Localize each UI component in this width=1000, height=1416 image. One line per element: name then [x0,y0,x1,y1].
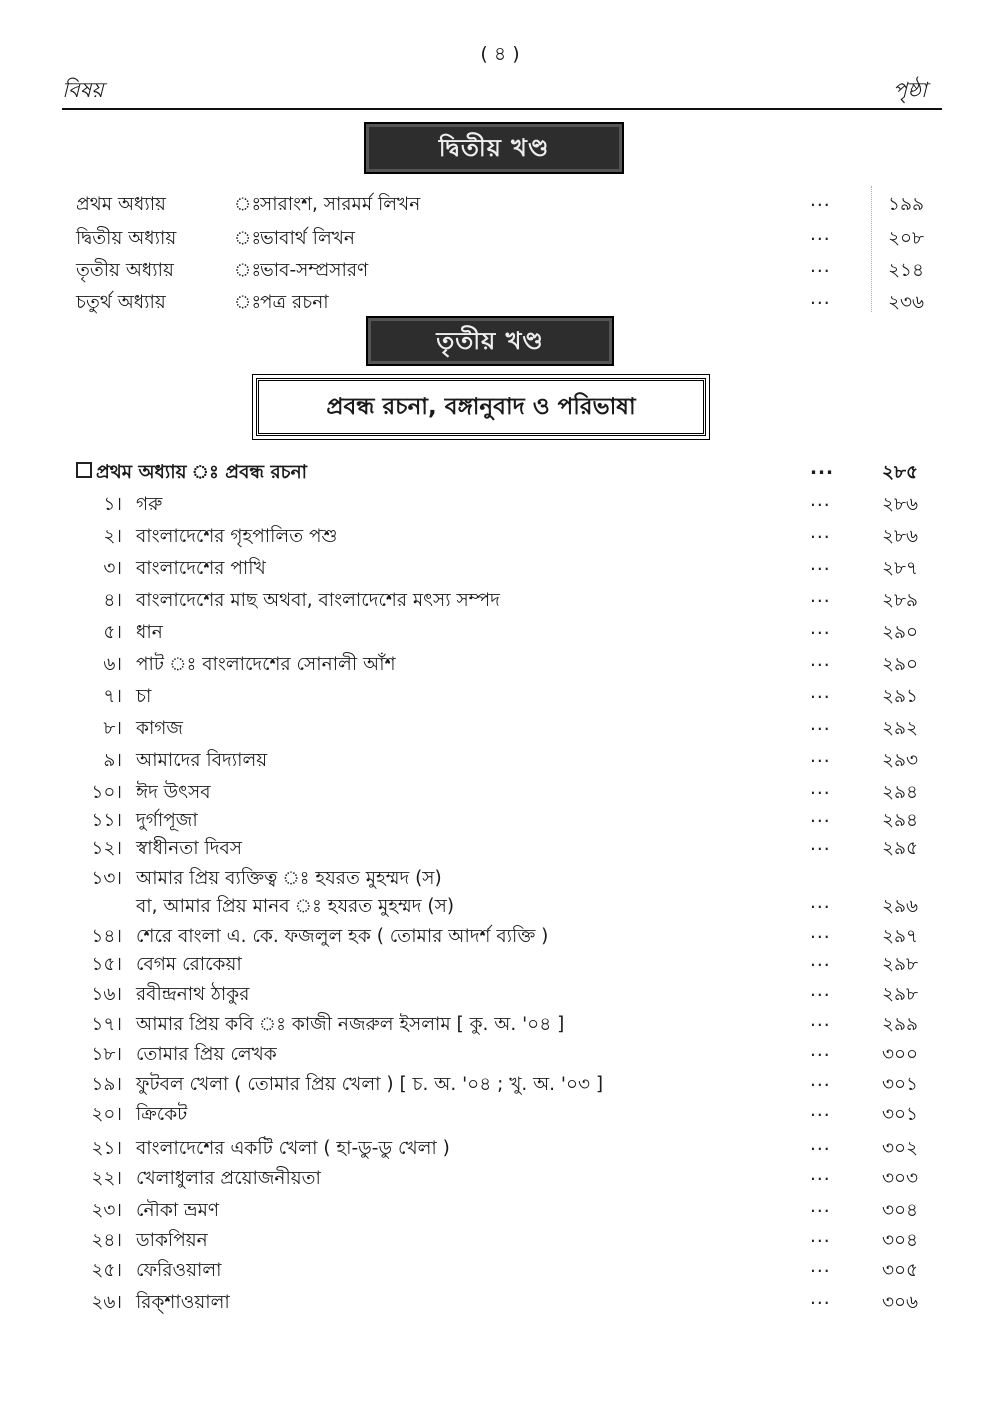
item-number: ৯। [103,750,122,771]
item-number: ১৭। [91,1014,122,1035]
toc-row[interactable] [0,618,1000,648]
item-title: আমাদের বিদ্যালয় [136,750,268,771]
page-number-cell: ২৯৪ [882,782,919,803]
page-number-cell: ২৯২ [882,718,919,739]
leader-dots: ... [810,922,831,943]
leader-dots: ... [810,1288,831,1309]
toc-row[interactable] [0,586,1000,616]
leader-dots: ... [810,950,831,971]
item-title: বাংলাদেশের মাছ অথবা, বাংলাদেশের মৎস্য সম্পদ [136,590,500,611]
item-number: ৪। [103,590,122,611]
leader-dots: ... [810,806,831,827]
chapter-heading-row[interactable] [0,458,1000,488]
item-number: ২৪। [91,1230,122,1251]
toc-row[interactable] [0,522,1000,552]
item-number: ১২। [91,838,122,859]
page-number-cell: ২১৪ [888,260,925,281]
toc-row[interactable] [0,1196,1000,1226]
toc-row[interactable] [0,490,1000,520]
toc-row[interactable] [0,650,1000,680]
leader-dots: ... [810,224,831,245]
leader-dots: ... [810,256,831,277]
toc-row[interactable] [0,864,1000,894]
item-number: ৩। [103,558,122,579]
item-title: দুর্গাপূজা [136,810,198,831]
page-number-cell: ২৯৯ [882,1014,919,1035]
header-divider [62,108,942,110]
item-title: ক্রিকেট [136,1104,188,1125]
page-number-cell: ২৯৭ [882,926,919,947]
item-title: আমার প্রিয় ব্যক্তিত্ব ঃ হযরত মুহম্মদ (স) [136,868,442,889]
header-page-label: পৃষ্ঠা [893,78,928,102]
page-number-cell: ২৯৪ [882,810,919,831]
page-number-cell: ৩০৪ [882,1230,919,1251]
page-number-cell: ২০৮ [888,228,925,249]
leader-dots: ... [810,1040,831,1061]
leader-dots: ... [810,490,831,511]
item-title: বা, আমার প্রিয় মানব ঃ হযরত মুহম্মদ (স) [136,896,455,917]
leader-dots: ... [810,682,831,703]
toc-row[interactable] [0,1134,1000,1164]
item-title: ফেরিওয়ালা [136,1260,222,1281]
item-number: ১০। [91,782,122,803]
toc-row[interactable] [0,746,1000,776]
item-title: ফুটবল খেলা ( তোমার প্রিয় খেলা ) [ চ. অ. '০৪ ; খু. অ. '০৩ ] [136,1074,604,1095]
item-number: ১৯। [91,1074,122,1095]
item-number: ২৬। [91,1292,122,1313]
item-title: বেগম রোকেয়া [136,954,242,975]
item-title: পাট ঃ বাংলাদেশের সোনালী আঁশ [136,654,396,675]
toc-row[interactable] [0,892,1000,922]
item-title: শেরে বাংলা এ. কে. ফজলুল হক ( তোমার আদর্শ ব্যক্তি ) [136,926,549,947]
leader-dots: ... [810,1164,831,1185]
page-number-cell: ৩০০ [882,1044,919,1065]
leader-dots: ... [810,522,831,543]
item-number: ১৬। [91,984,122,1005]
item-number: ২০। [91,1104,122,1125]
page-number-cell: ২৯৬ [882,896,919,917]
section-3-banner: তৃতীয় খণ্ড [366,316,614,366]
toc-row[interactable] [0,288,1000,318]
page-number-cell: ২৯৫ [882,838,919,859]
page-number-cell: ২৯০ [882,654,919,675]
item-title: রবীন্দ্রনাথ ঠাকুর [136,984,250,1005]
chapter-title: সারাংশ, সারমর্ম লিখন [260,194,421,215]
leader-dots: ... [810,980,831,1001]
colon: ঃ [234,292,262,313]
item-title: তোমার প্রিয় লেখক [136,1044,277,1065]
item-number: ৮। [103,718,122,739]
chapter-label: প্রথম অধ্যায় [76,194,166,215]
item-number: ১৩। [91,868,122,889]
leader-dots: ... [810,1256,831,1277]
item-number: ৬। [103,654,122,675]
item-title: ডাকপিয়ন [136,1230,208,1251]
colon: ঃ [234,228,262,249]
chapter-heading: প্রথম অধ্যায় ঃ প্রবন্ধ রচনা [96,462,308,483]
leader-dots: ... [810,892,831,913]
page-number-cell: ৩০১ [882,1074,919,1095]
leader-dots: ... [810,1010,831,1031]
item-number: ২। [103,526,122,547]
toc-row[interactable] [0,1100,1000,1130]
toc-row[interactable] [0,922,1000,952]
item-title: বাংলাদেশের পাখি [136,558,266,579]
item-number: ১৫। [91,954,122,975]
leader-dots: ... [810,190,831,211]
chapter-title: পত্র রচনা [260,292,329,313]
chapter-title: ভাবার্থ লিখন [260,228,355,249]
page-number-cell: ২৯৮ [882,984,919,1005]
item-title: ঈদ উৎসব [136,782,211,803]
leader-dots: ... [810,650,831,671]
colon: ঃ [234,194,262,215]
leader-dots: ... [810,618,831,639]
item-number: ২৫। [91,1260,122,1281]
item-number: ২১। [91,1138,122,1159]
item-title: স্বাধীনতা দিবস [136,838,242,859]
item-title: ধান [136,622,163,643]
leader-dots: ... [810,1100,831,1121]
item-title: খেলাধুলার প্রয়োজনীয়তা [136,1168,321,1189]
page-number-cell: ২৮৭ [882,558,919,579]
toc-row[interactable] [0,714,1000,744]
item-number: ২২। [91,1168,122,1189]
page-number-cell: ৩০৬ [882,1292,919,1313]
page-number-cell: ৩০১ [882,1104,919,1125]
colon: ঃ [234,260,262,281]
item-title: গরু [136,494,163,515]
item-number: ১। [103,494,122,515]
leader-dots: ... [810,554,831,575]
toc-row[interactable] [0,256,1000,286]
item-title: চা [136,686,152,707]
page-number: ( ৪ ) [480,43,520,65]
toc-row[interactable] [0,806,1000,836]
leader-dots: ... [810,1196,831,1217]
page-number-cell: ২৯১ [882,686,919,707]
page-number-cell: ৩০২ [882,1138,919,1159]
section-2-banner: দ্বিতীয় খণ্ড [364,122,624,174]
item-number: ১১। [91,810,122,831]
toc-row[interactable] [0,778,1000,808]
leader-dots: ... [810,586,831,607]
chapter-label: চতুর্থ অধ্যায় [76,292,166,313]
page-number-cell: ২৯০ [882,622,919,643]
page-number-cell: ২৮৬ [882,494,919,515]
toc-row[interactable] [0,1256,1000,1286]
chapter-label: দ্বিতীয় অধ্যায় [76,228,177,249]
toc-row[interactable] [0,190,1000,220]
item-number: ১৪। [91,926,122,947]
page-number-cell: ২৯৮ [882,954,919,975]
item-title: রিক্শাওয়ালা [136,1292,230,1313]
item-title: বাংলাদেশের একটি খেলা ( হা-ডু-ডু খেলা ) [136,1138,450,1159]
leader-dots: ... [810,458,835,479]
toc-row[interactable] [0,834,1000,864]
page-number-cell: ২৮৬ [882,526,919,547]
item-number: ৭। [103,686,122,707]
leader-dots: ... [810,834,831,855]
section-3-boxed-title: প্রবন্ধ রচনা, বঙ্গানুবাদ ও পরিভাষা [256,378,706,436]
toc-row[interactable] [0,1226,1000,1256]
item-number: ২৩। [91,1200,122,1221]
item-title: আমার প্রিয় কবি ঃ কাজী নজরুল ইসলাম [ কু. অ. '০৪ ] [136,1014,565,1035]
leader-dots: ... [810,746,831,767]
toc-row[interactable] [0,1288,1000,1318]
toc-row[interactable] [0,682,1000,712]
toc-row[interactable] [0,1040,1000,1070]
item-title: নৌকা ভ্রমণ [136,1200,220,1221]
toc-row[interactable] [0,950,1000,980]
leader-dots: ... [810,778,831,799]
page-number-cell: ২৩৬ [888,292,925,313]
item-title: বাংলাদেশের গৃহপালিত পশু [136,526,338,547]
header-subject-label: বিষয় [62,78,104,102]
toc-row[interactable] [0,1010,1000,1040]
page-number-cell: ২৮৯ [882,590,919,611]
toc-row[interactable] [0,224,1000,254]
toc-row[interactable] [0,980,1000,1010]
page-number-cell: ৩০৫ [882,1260,919,1281]
page-number-cell: ২৮৫ [882,462,919,483]
leader-dots: ... [810,1070,831,1091]
item-title: কাগজ [136,718,183,739]
leader-dots: ... [810,288,831,309]
leader-dots: ... [810,1134,831,1155]
toc-row[interactable] [0,1164,1000,1194]
page-number-cell: ৩০৪ [882,1200,919,1221]
leader-dots: ... [810,1226,831,1247]
page-number-cell: ২৯৩ [882,750,919,771]
toc-row[interactable] [0,1070,1000,1100]
checkbox-icon [76,462,92,478]
page-number-cell: ৩০৩ [882,1168,919,1189]
item-number: ৫। [103,622,122,643]
chapter-label: তৃতীয় অধ্যায় [76,260,174,281]
chapter-title: ভাব-সম্প্রসারণ [260,260,369,281]
item-number: ১৮। [91,1044,122,1065]
toc-row[interactable] [0,554,1000,584]
page-number-cell: ১৯৯ [888,194,925,215]
leader-dots: ... [810,714,831,735]
